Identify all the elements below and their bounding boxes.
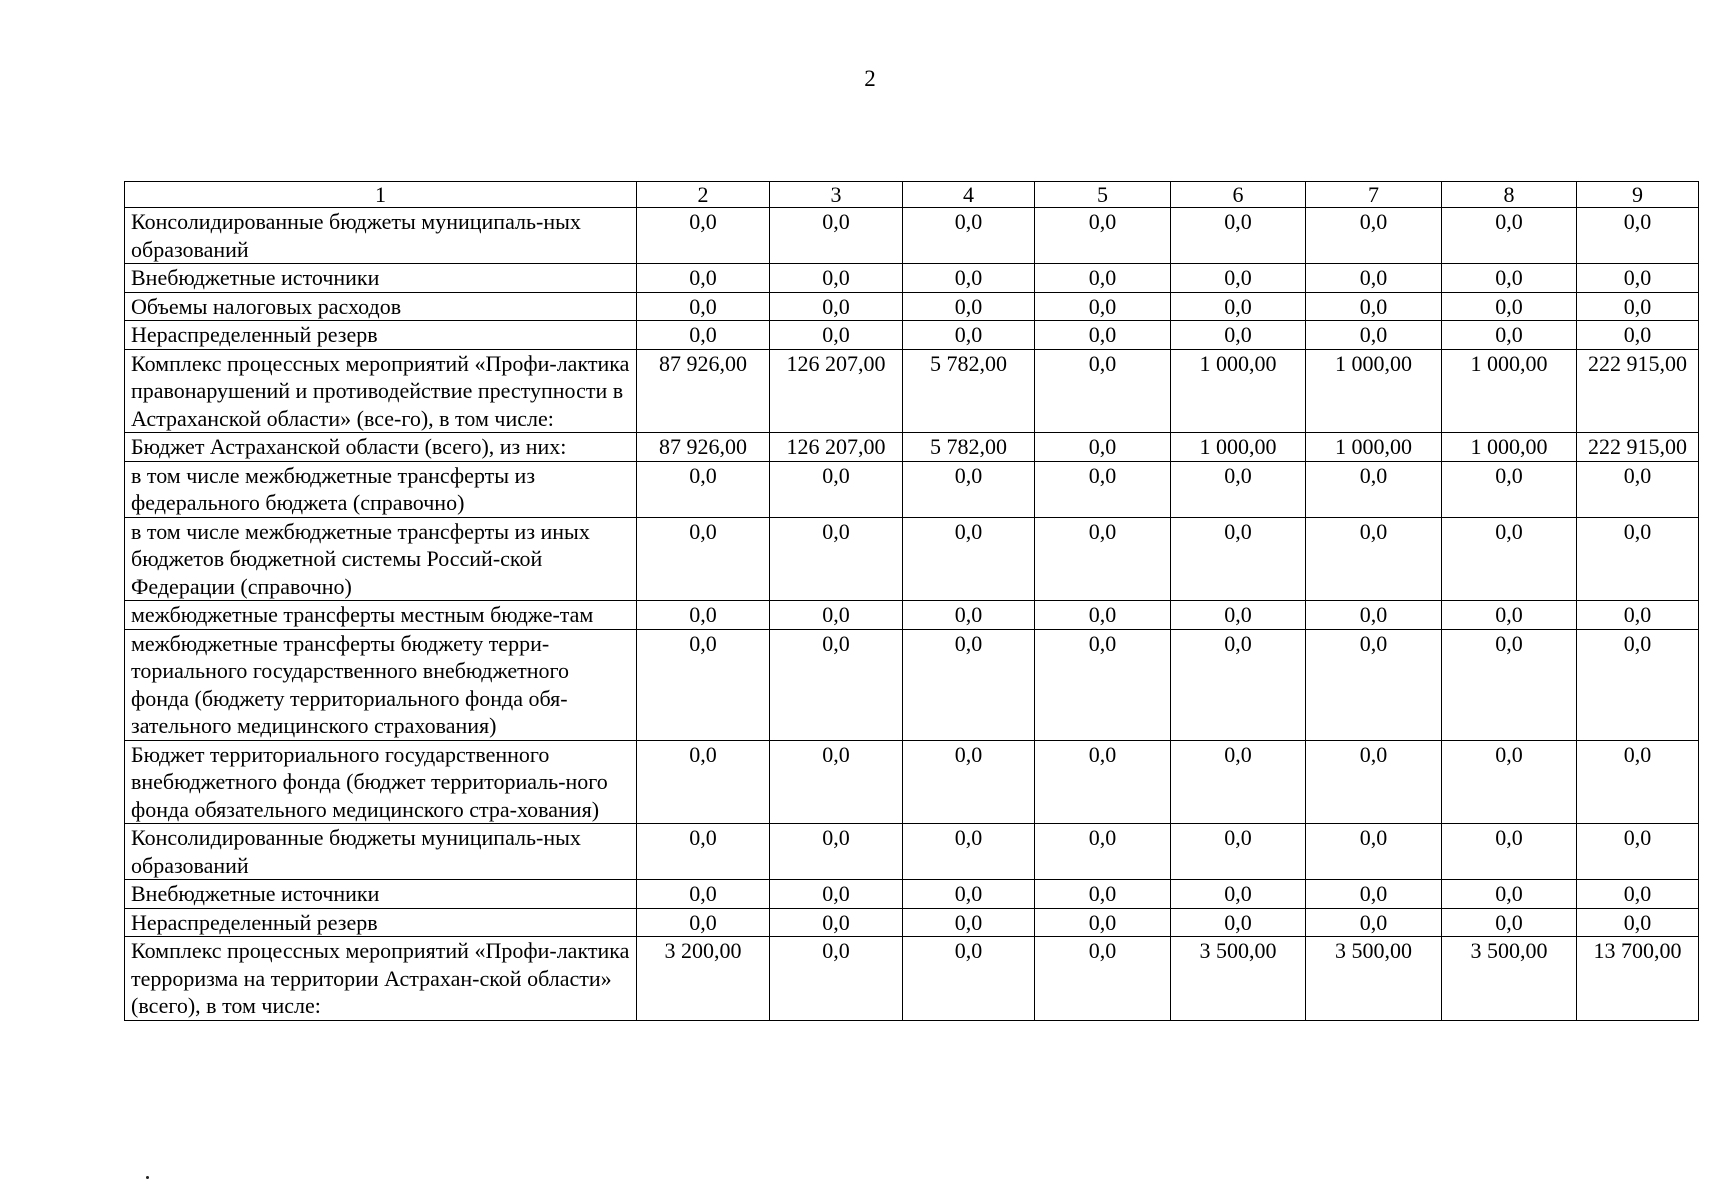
value-cell: 0,0 — [1035, 824, 1171, 880]
table-row — [125, 292, 1699, 321]
value-cell: 3 200,00 — [637, 937, 770, 1021]
value-cell: 0,0 — [1035, 461, 1171, 517]
value-cell: 0,0 — [1035, 880, 1171, 909]
value-cell: 0,0 — [770, 321, 903, 350]
budget-table — [124, 181, 1699, 1021]
value-cell: 0,0 — [1035, 433, 1171, 462]
row-label: Внебюджетные источники — [125, 880, 637, 909]
value-cell: 0,0 — [1442, 461, 1577, 517]
value-cell: 0,0 — [1577, 264, 1699, 293]
value-cell: 0,0 — [1442, 321, 1577, 350]
row-label: Консолидированные бюджеты муниципаль-ных образований — [125, 824, 637, 880]
column-number-row — [125, 182, 1699, 208]
value-cell: 0,0 — [903, 937, 1035, 1021]
value-cell: 0,0 — [770, 937, 903, 1021]
value-cell: 0,0 — [1577, 292, 1699, 321]
value-cell: 0,0 — [1035, 264, 1171, 293]
value-cell: 0,0 — [637, 517, 770, 601]
value-cell: 0,0 — [1035, 908, 1171, 937]
value-cell: 0,0 — [770, 208, 903, 264]
row-label: Нераспределенный резерв — [125, 321, 637, 350]
value-cell: 0,0 — [1306, 740, 1442, 824]
value-cell: 0,0 — [770, 824, 903, 880]
value-cell: 0,0 — [1577, 908, 1699, 937]
value-cell: 0,0 — [1171, 824, 1306, 880]
value-cell: 0,0 — [637, 208, 770, 264]
value-cell: 0,0 — [1171, 601, 1306, 630]
value-cell: 0,0 — [1577, 629, 1699, 740]
table-row — [125, 433, 1699, 462]
value-cell: 0,0 — [1171, 517, 1306, 601]
value-cell: 0,0 — [770, 264, 903, 293]
table-row — [125, 321, 1699, 350]
value-cell: 126 207,00 — [770, 349, 903, 433]
value-cell: 0,0 — [770, 629, 903, 740]
row-label: Консолидированные бюджеты муниципаль-ных образований — [125, 208, 637, 264]
value-cell: 5 782,00 — [903, 433, 1035, 462]
value-cell: 0,0 — [637, 740, 770, 824]
value-cell: 0,0 — [1442, 629, 1577, 740]
table-row — [125, 517, 1699, 601]
value-cell: 0,0 — [1306, 321, 1442, 350]
value-cell: 0,0 — [1442, 264, 1577, 293]
table-row — [125, 629, 1699, 740]
value-cell: 0,0 — [1306, 461, 1442, 517]
value-cell: 0,0 — [1306, 880, 1442, 909]
value-cell: 3 500,00 — [1171, 937, 1306, 1021]
row-label: в том числе межбюджетные трансферты из федерального бюджета (справочно) — [125, 461, 637, 517]
value-cell: 0,0 — [1035, 208, 1171, 264]
value-cell: 0,0 — [1035, 601, 1171, 630]
value-cell: 0,0 — [770, 517, 903, 601]
value-cell: 0,0 — [903, 629, 1035, 740]
value-cell: 0,0 — [1577, 517, 1699, 601]
value-cell: 0,0 — [1306, 517, 1442, 601]
table-row — [125, 349, 1699, 433]
value-cell: 5 782,00 — [903, 349, 1035, 433]
column-header: 2 — [637, 182, 770, 208]
value-cell: 87 926,00 — [637, 349, 770, 433]
row-label: межбюджетные трансферты бюджету терри-ториального государственного внебюджетного фонда (бюджету территориального фонда обя-зательного медицинского страхования) — [125, 629, 637, 740]
value-cell: 0,0 — [1306, 601, 1442, 630]
value-cell: 0,0 — [1035, 321, 1171, 350]
value-cell: 0,0 — [770, 461, 903, 517]
value-cell: 0,0 — [1035, 937, 1171, 1021]
value-cell: 0,0 — [637, 601, 770, 630]
value-cell: 126 207,00 — [770, 433, 903, 462]
column-header: 6 — [1171, 182, 1306, 208]
value-cell: 0,0 — [1577, 321, 1699, 350]
value-cell: 0,0 — [903, 208, 1035, 264]
column-header: 8 — [1442, 182, 1577, 208]
value-cell: 0,0 — [1035, 740, 1171, 824]
value-cell: 0,0 — [770, 601, 903, 630]
value-cell: 0,0 — [1306, 208, 1442, 264]
page-number: 2 — [864, 66, 876, 91]
value-cell: 1 000,00 — [1306, 349, 1442, 433]
value-cell: 0,0 — [903, 740, 1035, 824]
value-cell: 0,0 — [903, 880, 1035, 909]
table-row — [125, 824, 1699, 880]
value-cell: 0,0 — [1171, 908, 1306, 937]
value-cell: 0,0 — [1577, 208, 1699, 264]
value-cell: 0,0 — [770, 740, 903, 824]
value-cell: 13 700,00 — [1577, 937, 1699, 1021]
column-header: 5 — [1035, 182, 1171, 208]
value-cell: 0,0 — [1442, 517, 1577, 601]
value-cell: 87 926,00 — [637, 433, 770, 462]
row-label: Комплекс процессных мероприятий «Профи-лактика правонарушений и противодействие преступности в Астраханской области» (все-го), в том числе: — [125, 349, 637, 433]
value-cell: 0,0 — [1442, 292, 1577, 321]
value-cell: 0,0 — [903, 517, 1035, 601]
value-cell: 0,0 — [637, 908, 770, 937]
value-cell: 0,0 — [1442, 208, 1577, 264]
value-cell: 0,0 — [1306, 824, 1442, 880]
row-label: межбюджетные трансферты местным бюдже-там — [125, 601, 637, 630]
value-cell: 0,0 — [1035, 629, 1171, 740]
value-cell: 0,0 — [1306, 292, 1442, 321]
row-label: Нераспределенный резерв — [125, 908, 637, 937]
value-cell: 1 000,00 — [1442, 349, 1577, 433]
value-cell: 0,0 — [1442, 740, 1577, 824]
scan-dot — [146, 1176, 149, 1179]
value-cell: 0,0 — [1306, 264, 1442, 293]
row-label: Объемы налоговых расходов — [125, 292, 637, 321]
value-cell: 0,0 — [1442, 601, 1577, 630]
table-row — [125, 908, 1699, 937]
table-row — [125, 937, 1699, 1021]
value-cell: 0,0 — [637, 461, 770, 517]
value-cell: 0,0 — [637, 264, 770, 293]
value-cell: 0,0 — [903, 824, 1035, 880]
value-cell: 0,0 — [1442, 908, 1577, 937]
value-cell: 0,0 — [1306, 908, 1442, 937]
value-cell: 0,0 — [1035, 349, 1171, 433]
table-row — [125, 264, 1699, 293]
value-cell: 0,0 — [770, 908, 903, 937]
value-cell: 0,0 — [1577, 601, 1699, 630]
value-cell: 0,0 — [1035, 292, 1171, 321]
value-cell: 0,0 — [1442, 880, 1577, 909]
value-cell: 1 000,00 — [1171, 433, 1306, 462]
value-cell: 0,0 — [1577, 880, 1699, 909]
value-cell: 0,0 — [903, 601, 1035, 630]
value-cell: 0,0 — [637, 824, 770, 880]
value-cell: 0,0 — [1035, 517, 1171, 601]
value-cell: 0,0 — [903, 292, 1035, 321]
value-cell: 0,0 — [1577, 461, 1699, 517]
value-cell: 0,0 — [637, 292, 770, 321]
value-cell: 0,0 — [903, 461, 1035, 517]
column-header: 4 — [903, 182, 1035, 208]
column-header: 9 — [1577, 182, 1699, 208]
value-cell: 0,0 — [1171, 208, 1306, 264]
table-row — [125, 880, 1699, 909]
value-cell: 0,0 — [1577, 824, 1699, 880]
value-cell: 0,0 — [903, 321, 1035, 350]
value-cell: 1 000,00 — [1171, 349, 1306, 433]
row-label: Комплекс процессных мероприятий «Профи-лактика терроризма на территории Астрахан-ской области» (всего), в том числе: — [125, 937, 637, 1021]
value-cell: 0,0 — [770, 292, 903, 321]
value-cell: 0,0 — [903, 264, 1035, 293]
value-cell: 0,0 — [1171, 740, 1306, 824]
value-cell: 0,0 — [637, 880, 770, 909]
value-cell: 0,0 — [1442, 824, 1577, 880]
value-cell: 1 000,00 — [1306, 433, 1442, 462]
value-cell: 0,0 — [1171, 461, 1306, 517]
value-cell: 0,0 — [1171, 264, 1306, 293]
value-cell: 0,0 — [1306, 629, 1442, 740]
value-cell: 0,0 — [770, 880, 903, 909]
table-body — [125, 208, 1699, 1021]
value-cell: 3 500,00 — [1442, 937, 1577, 1021]
column-header: 7 — [1306, 182, 1442, 208]
column-header: 3 — [770, 182, 903, 208]
value-cell: 0,0 — [903, 908, 1035, 937]
row-label: в том числе межбюджетные трансферты из иных бюджетов бюджетной системы Россий-ской Федерации (справочно) — [125, 517, 637, 601]
row-label: Бюджет территориального государственного внебюджетного фонда (бюджет территориаль-ного фонда обязательного медицинского стра-хования) — [125, 740, 637, 824]
value-cell: 0,0 — [1171, 880, 1306, 909]
value-cell: 0,0 — [1577, 740, 1699, 824]
table-row — [125, 601, 1699, 630]
row-label: Бюджет Астраханской области (всего), из них: — [125, 433, 637, 462]
value-cell: 0,0 — [637, 629, 770, 740]
value-cell: 222 915,00 — [1577, 349, 1699, 433]
value-cell: 222 915,00 — [1577, 433, 1699, 462]
table-row — [125, 740, 1699, 824]
value-cell: 0,0 — [1171, 321, 1306, 350]
table-row — [125, 461, 1699, 517]
row-label: Внебюджетные источники — [125, 264, 637, 293]
column-header: 1 — [125, 182, 637, 208]
value-cell: 0,0 — [637, 321, 770, 350]
value-cell: 3 500,00 — [1306, 937, 1442, 1021]
value-cell: 1 000,00 — [1442, 433, 1577, 462]
value-cell: 0,0 — [1171, 292, 1306, 321]
value-cell: 0,0 — [1171, 629, 1306, 740]
table-row — [125, 208, 1699, 264]
